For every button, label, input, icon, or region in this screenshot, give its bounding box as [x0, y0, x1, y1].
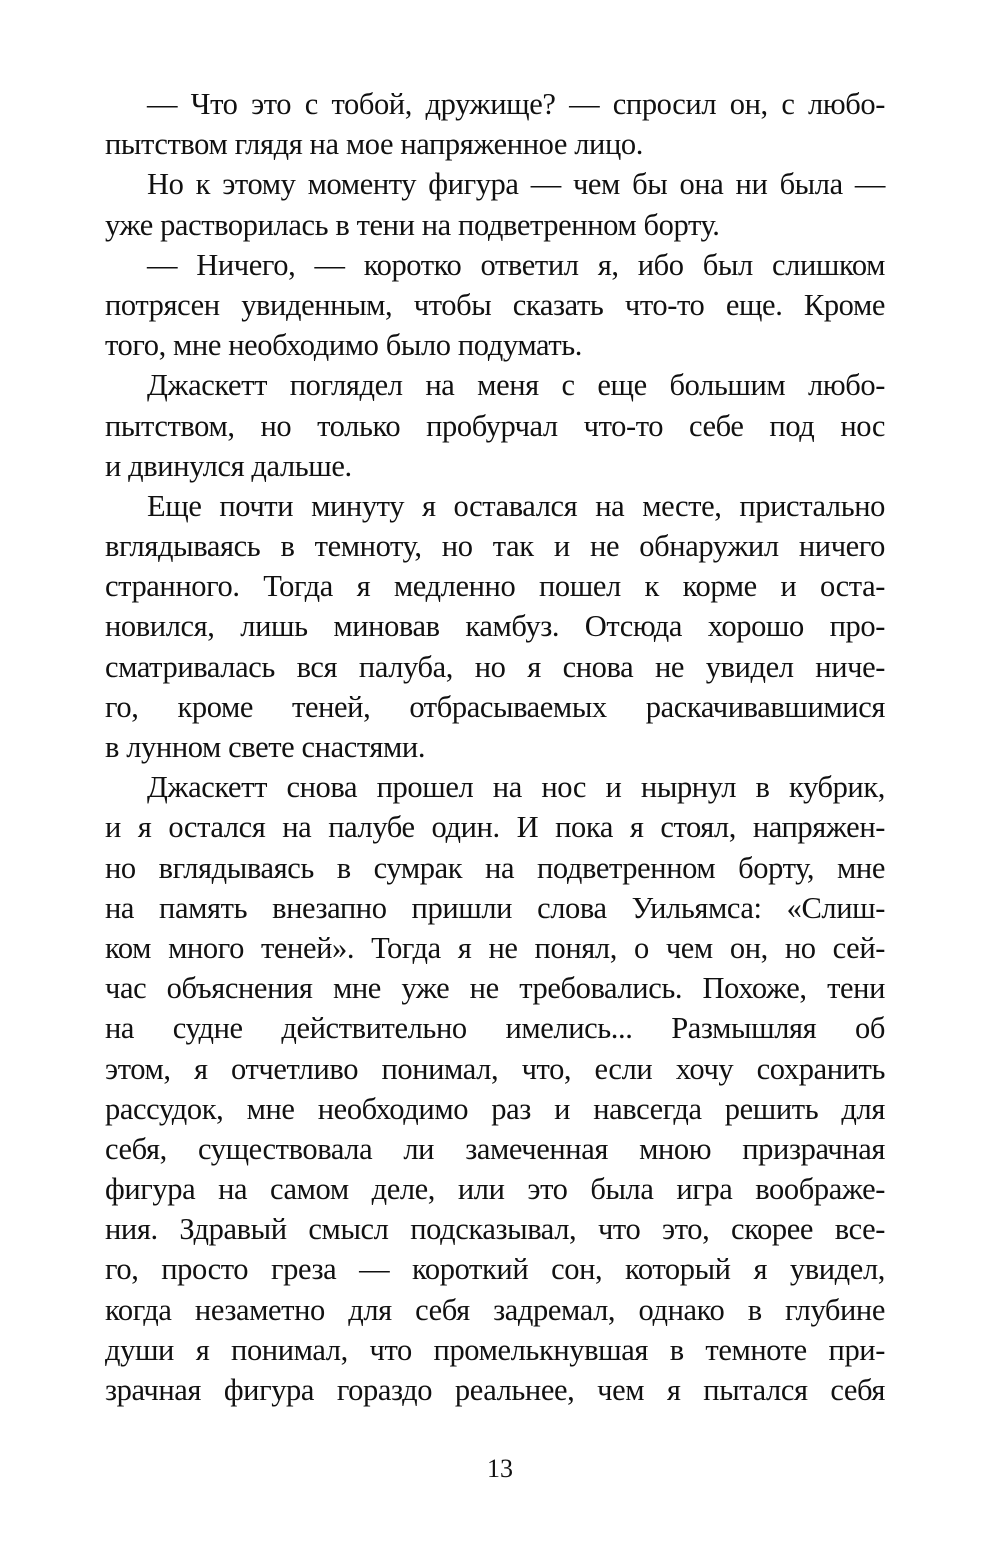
- text-line: Джаскетт снова прошел на нос и нырнул в кубрик,: [147, 770, 885, 805]
- text-line: сматривалась вся палуба, но я снова не увидел ниче-: [105, 649, 885, 684]
- text-line: себя, существовала ли замеченная мною призрачная: [105, 1131, 885, 1166]
- text-line: на память внезапно пришли слова Уильямса: «Слиш-: [105, 890, 885, 925]
- text-line: Еще почти минуту я оставался на месте, пристально: [147, 488, 885, 523]
- text-line: того, мне необходимо было подумать.: [105, 328, 583, 363]
- text-line: странного. Тогда я медленно пошел к корме и оста-: [105, 569, 885, 604]
- text-line: Джаскетт поглядел на меня с еще большим любо-: [147, 368, 885, 403]
- text-line: когда незаметно для себя задремал, однако в глубине: [105, 1292, 885, 1327]
- text-line: ния. Здравый смысл подсказывал, что это, скорее все-: [105, 1212, 885, 1247]
- text-line: души я понимал, что промелькнувшая в темноте при-: [105, 1332, 885, 1367]
- text-line: Но к этому моменту фигура — чем бы она ни была —: [147, 167, 885, 202]
- text-line: час объяснения мне уже не требовались. Похоже, тени: [105, 971, 885, 1006]
- text-line: пытством глядя на мое напряженное лицо.: [105, 127, 643, 162]
- text-line: фигура на самом деле, или это была игра воображе-: [105, 1172, 885, 1207]
- text-line: го, кроме теней, отбрасываемых раскачивавшимися: [105, 689, 885, 724]
- text-line: — Ничего, — коротко ответил я, ибо был слишком: [147, 247, 885, 282]
- text-line: — Что это с тобой, дружище? — спросил он, с любо-: [147, 87, 885, 121]
- text-line: и я остался на палубе один. И пока я стоял, напряжен-: [105, 810, 885, 845]
- text-line: ком много теней». Тогда я не понял, о чем он, но сей-: [105, 930, 885, 965]
- body-text: [105, 84, 885, 1410]
- page-number: 13: [487, 1454, 513, 1483]
- text-line: зрачная фигура гораздо реальнее, чем я пытался себя: [105, 1373, 885, 1407]
- text-line: рассудок, мне необходимо раз и навсегда решить для: [105, 1091, 885, 1126]
- text-line: этом, я отчетливо понимал, что, если хочу сохранить: [105, 1051, 885, 1086]
- text-line: новился, лишь миновав камбуз. Отсюда хорошо про-: [105, 609, 885, 644]
- text-line: вглядываясь в темноту, но так и не обнаружил ничего: [105, 529, 885, 564]
- text-line: но вглядываясь в сумрак на подветренном борту, мне: [105, 850, 885, 885]
- text-line: и двинулся дальше.: [105, 448, 352, 483]
- text-line: потрясен увиденным, чтобы сказать что-то еще. Кроме: [105, 287, 885, 322]
- text-line: пытством, но только пробурчал что-то себе под нос: [105, 408, 885, 443]
- text-line: на судне действительно имелись... Размышляя об: [105, 1011, 885, 1046]
- text-line: уже растворилась в тени на подветренном борту.: [105, 207, 720, 242]
- text-line: в лунном свете снастями.: [105, 730, 426, 764]
- text-line: го, просто греза — короткий сон, который я увидел,: [105, 1252, 885, 1287]
